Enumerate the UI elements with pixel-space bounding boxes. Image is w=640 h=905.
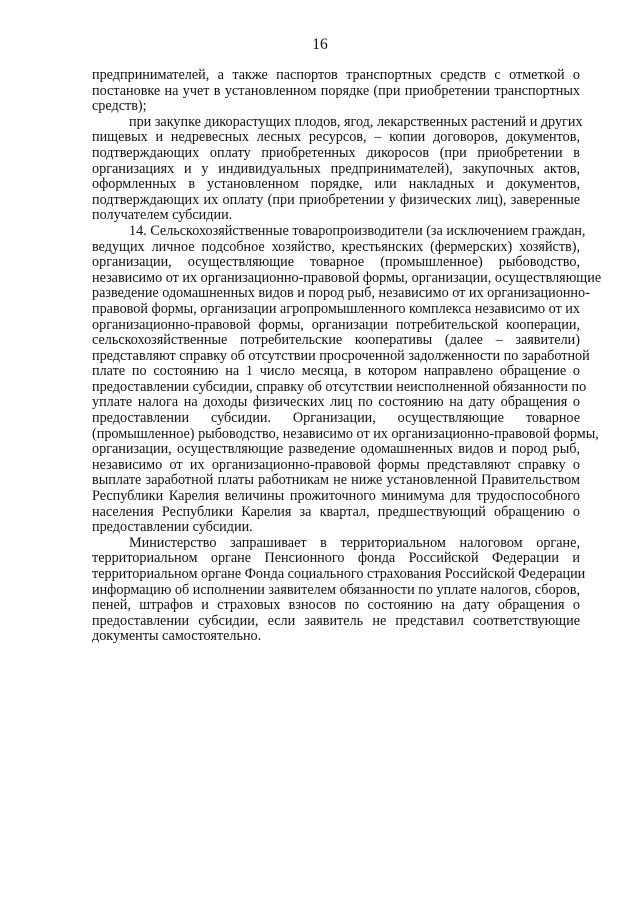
text-line: предоставлении субсидии, справку об отсутствии неисполненной обязанности по xyxy=(92,378,587,395)
text-line: средств); xyxy=(92,98,147,115)
text-line: территориальном органе Пенсионного фонда Российской Федерации и xyxy=(92,550,580,567)
text-line: подтверждающих оплату приобретенных дикоросов (при приобретении в xyxy=(92,144,580,161)
text-line: документы самостоятельно. xyxy=(92,628,262,645)
text-line: независимо от их организационно-правовой формы, организации, осуществляющие xyxy=(92,269,602,286)
text-line: разведение одомашненных видов и пород рыб, независимо от их организационно- xyxy=(92,285,590,302)
text-line: сельскохозяйственные потребительские кооперативы (далее – заявители) xyxy=(92,332,580,349)
text-line: организациях и у индивидуальных предпринимателей), закупочных актов, xyxy=(92,160,580,177)
text-line: предоставлении субсидии. xyxy=(92,519,253,536)
text-line: предпринимателей, а также паспортов транспортных средств с отметкой о xyxy=(92,67,580,83)
text-line: при закупке дикорастущих плодов, ягод, лекарственных растений и других xyxy=(129,113,583,130)
text-line: уплате налога на доходы физических лиц по состоянию на дату обращения о xyxy=(92,394,580,411)
text-line: 14. Сельскохозяйственные товаропроизводители (за исключением граждан, xyxy=(129,222,586,239)
text-line: (промышленное) рыбоводство, независимо от их организационно-правовой формы, xyxy=(92,425,599,442)
paragraph-continuation-vehicle-passports xyxy=(92,68,580,115)
text-line: населения Республики Карелия за квартал, предшествующий обращению о xyxy=(92,503,580,520)
text-line: предоставлении субсидии. Организации, осуществляющие товарное xyxy=(92,410,580,427)
text-line: предоставлении субсидии, если заявитель не представил соответствующие xyxy=(92,612,580,629)
text-line: организационно-правовой формы, организации потребительской кооперации, xyxy=(92,316,580,333)
text-line: получателем субсидии. xyxy=(92,207,233,224)
text-line: организации, осуществляющие товарное (промышленное) рыбоводство, xyxy=(92,254,580,271)
text-line: правовой формы, организации агропромышленного комплекса независимо от их xyxy=(92,300,580,317)
document-body xyxy=(92,67,602,645)
text-line: ведущих личное подсобное хозяйство, крестьянских (фермерских) хозяйств), xyxy=(92,238,580,255)
text-line: подтверждающих их оплату (при приобретении у физических лиц), заверенные xyxy=(92,191,580,208)
text-line: информацию об исполнении заявителем обязанности по уплате налогов, сборов, xyxy=(92,581,580,598)
text-line: Министерство запрашивает в территориальном налоговом органе, xyxy=(129,534,580,551)
text-line: представляют справку об отсутствии просроченной задолженности по заработной xyxy=(92,347,590,364)
text-line: территориальном органе Фонда социального страхования Российской Федерации xyxy=(92,566,586,582)
text-line: постановке на учет в установленном порядке (при приобретении транспортных xyxy=(92,82,580,99)
paragraph-item-14-agricultural-producers xyxy=(92,222,602,536)
text-line: Республики Карелия величины прожиточного минимума для трудоспособного xyxy=(92,488,580,505)
text-line: выплате заработной платы работникам не ниже установленной Правительством xyxy=(92,472,580,489)
text-line: оформленных в установленном порядке, или накладных и документов, xyxy=(92,176,580,193)
paragraph-wild-resources-purchase xyxy=(92,113,583,224)
page-number: 16 xyxy=(312,36,328,53)
paragraph-ministry-requests xyxy=(92,534,586,645)
text-line: плате по состоянию на 1 число месяца, в котором направлено обращение о xyxy=(92,363,580,380)
text-line: независимо от их организационно-правовой формы представляют справку о xyxy=(92,456,580,473)
text-line: пищевых и недревесных лесных ресурсов, – копии договоров, документов, xyxy=(92,129,580,146)
text-line: пеней, штрафов и страховых взносов по состоянию на дату обращения о xyxy=(92,597,580,614)
text-line: организации, осуществляющие разведение одомашненных видов и пород рыб, xyxy=(92,441,580,458)
